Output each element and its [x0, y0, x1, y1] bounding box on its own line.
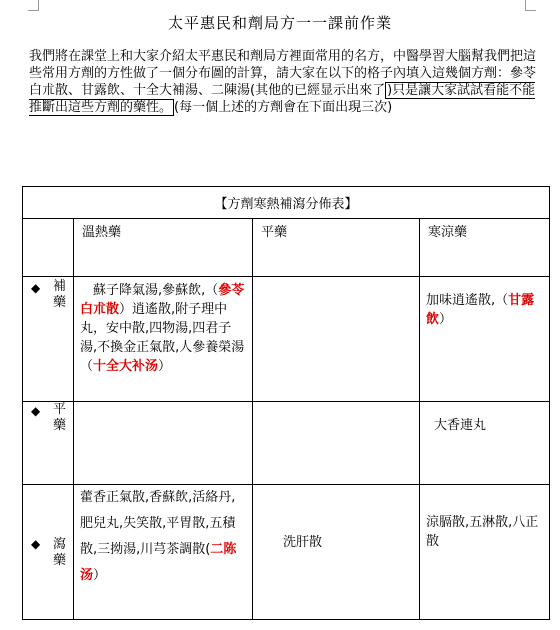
row-label-tonify: 補藥	[53, 279, 67, 310]
document-title: 太平惠民和劑局方一一課前作業	[167, 14, 392, 32]
formula-text: 藿香正氣散,香蘇飲,活絡丹,肥兒丸,失笑散,平胃散,五積散,三拗湯,川芎茶調散(	[80, 490, 236, 557]
page-corner-mark-right	[525, 0, 536, 11]
formula-distribution-table	[22, 186, 550, 620]
formula-text: 蘇子降氣湯,參蘇飲,	[80, 283, 206, 298]
cell-content	[253, 277, 419, 285]
cell-neutral-warm	[74, 402, 253, 485]
bullet-icon: ◆	[31, 281, 41, 295]
intro-boxed-text: )只是讓大家試試看能不能推斷出這些方劑的藥性。	[29, 83, 536, 115]
intro-note: (每一個上述的方劑會在下面出現三次)	[174, 100, 393, 115]
formula-text: 大香連丸	[434, 418, 487, 433]
answer-text: 甘露飲	[426, 293, 535, 327]
row-header-neutral	[23, 402, 74, 485]
answer-text: 十全大补汤	[93, 359, 159, 374]
formula-text: ）	[93, 568, 107, 583]
formula-text: 洗肝散	[283, 535, 323, 550]
table-caption: 【方劑寒熱補瀉分佈表】	[23, 187, 550, 219]
answer-text: 參苓白朮散	[80, 283, 245, 317]
cell-purge-cool	[420, 485, 550, 620]
answer-text: 二陈汤	[80, 542, 237, 583]
cell-content	[74, 485, 252, 593]
row-header-purge	[23, 485, 74, 620]
formula-text: （	[205, 283, 219, 298]
formula-text: 涼膈散,五淋散,八正散	[426, 515, 539, 549]
cell-neutral-cool	[420, 402, 550, 485]
cell-tonify-cool	[420, 277, 550, 402]
cell-tonify-warm	[74, 277, 253, 402]
column-label-neutral: 平藥	[261, 225, 288, 240]
column-header-neutral	[253, 219, 420, 277]
page-corner-mark-left	[28, 0, 39, 11]
formula-text: 人參養榮湯（	[80, 340, 245, 374]
cell-purge-neutral	[253, 485, 420, 620]
intro-paragraph	[29, 48, 539, 116]
formula-text: ）	[439, 312, 453, 327]
cell-content	[420, 402, 549, 435]
cell-content	[420, 277, 549, 333]
formula-text: 加味逍遙散,（	[426, 293, 509, 308]
corner-cell	[23, 219, 74, 277]
column-label-warm: 溫熱藥	[82, 225, 122, 240]
row-label-neutral: 平藥	[53, 402, 67, 433]
cell-content	[74, 277, 252, 380]
bullet-icon: ◆	[31, 537, 41, 551]
row-label-purge: 瀉藥	[53, 537, 67, 568]
column-header-cool	[420, 219, 550, 277]
formula-text: ）	[158, 359, 172, 374]
cell-content	[253, 402, 419, 410]
cell-tonify-neutral	[253, 277, 420, 402]
row-header-tonify	[23, 277, 74, 402]
cell-content	[420, 485, 549, 555]
bullet-icon: ◆	[31, 404, 41, 418]
intro-text: 我們將在課堂上和大家介紹太平惠民和劑局方裡面常用的名方，中醫學習大腦幫我們把這些常用方劑的方性做了一個分布圖的計算，請大家在以下的格子內填入這幾個方劑：參苓白朮散、甘露飲、十全大補湯、二陳湯(其他的已經显示出來了	[29, 49, 537, 98]
cell-neutral-neutral	[253, 402, 420, 485]
column-header-warm	[74, 219, 253, 277]
cell-content	[253, 485, 419, 552]
cell-content	[74, 402, 252, 410]
cell-purge-warm	[74, 485, 253, 620]
column-label-cool: 寒涼藥	[428, 225, 468, 240]
formula-text: ）逍遙散,附子理中丸，安中散,四物湯,四君子湯,不換金正氣散,	[80, 302, 232, 355]
